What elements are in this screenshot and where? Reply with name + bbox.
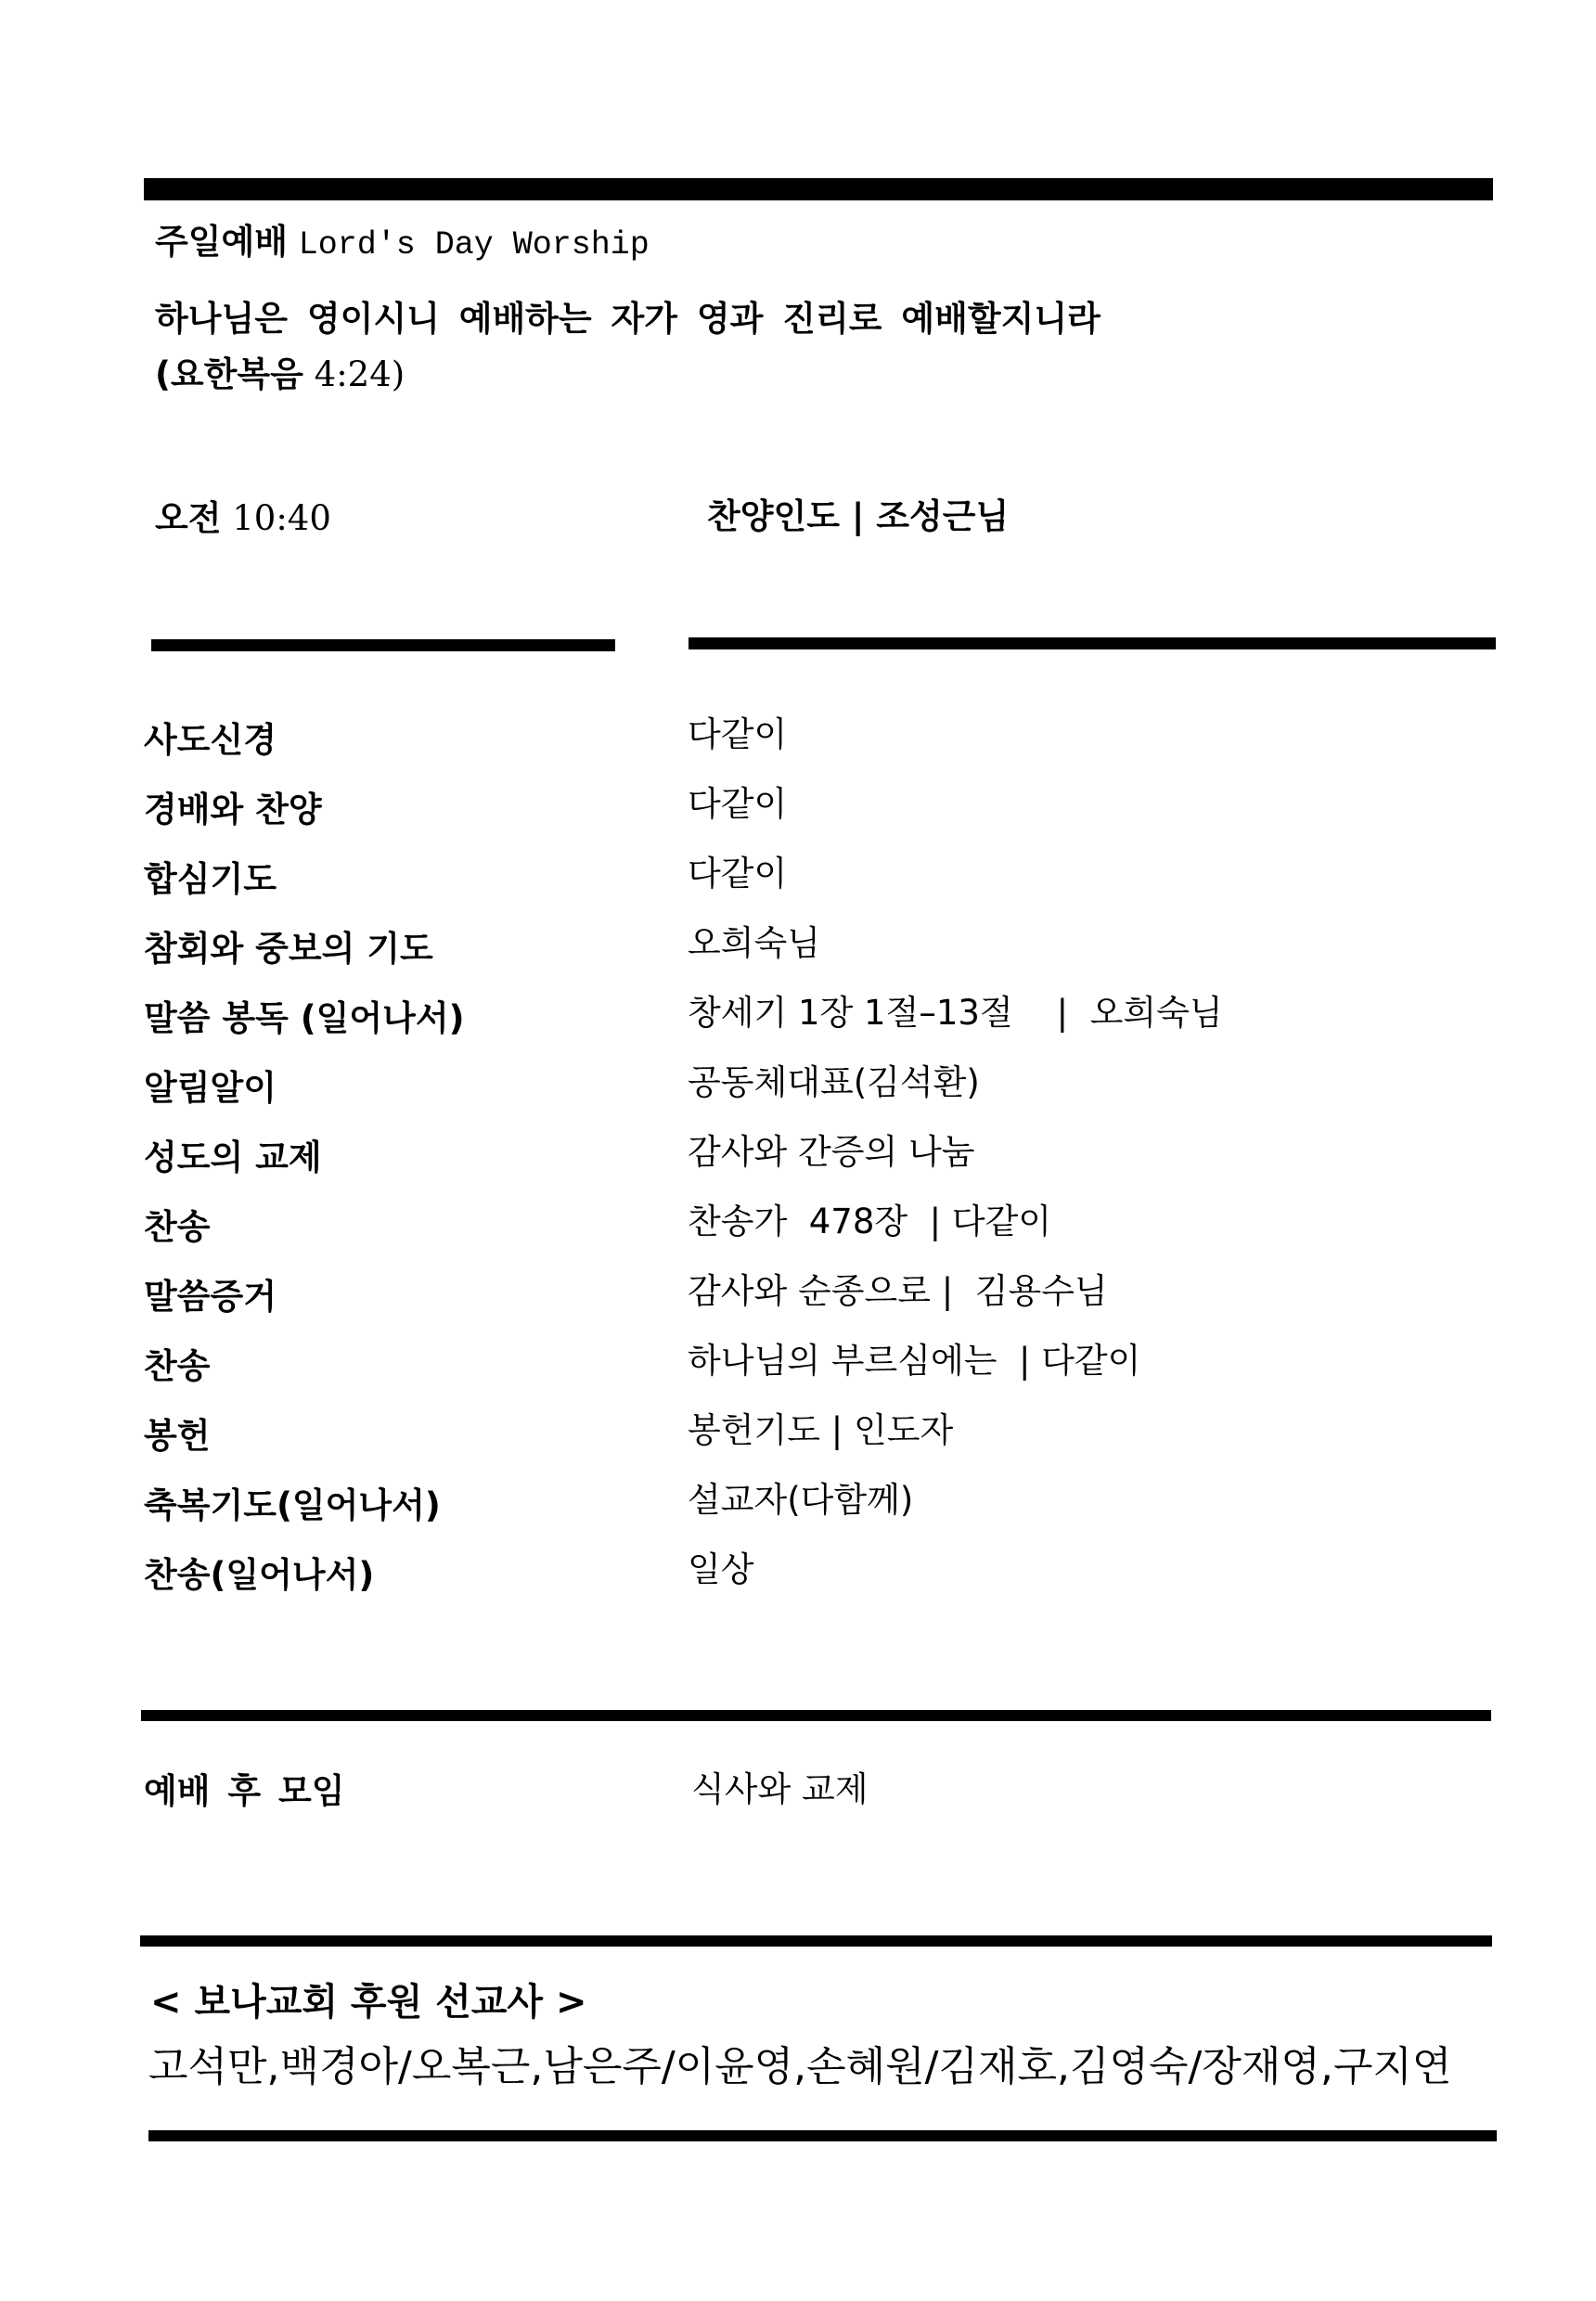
order-label: 성도의 교제: [144, 1138, 322, 1177]
worship-title-en: Lord's Day Worship: [298, 226, 650, 264]
order-label: 말씀 봉독 (일어나서): [144, 998, 465, 1038]
order-value: 공동체대표(김석환): [688, 1062, 980, 1102]
scripture-verse: 하나님은 영이시니 예배하는 자가 영과 진리로 예배할지니라: [155, 299, 1100, 339]
order-value: 하나님의 부르심에는 | 다같이: [688, 1341, 1141, 1381]
order-value: 창세기 1장 1절–13절 | 오희숙님: [688, 993, 1223, 1033]
scripture-reference-book: (요한복음: [155, 354, 303, 394]
missionary-names: 고석만,백경아/오복근,남은주/이윤영,손혜원/김재호,김영숙/장재영,구지연: [148, 2043, 1452, 2090]
worship-title: [155, 222, 650, 264]
order-label: 말씀증거: [144, 1277, 277, 1317]
order-label: 참회와 중보의 기도: [144, 929, 433, 969]
after-worship-value: 식사와 교제: [691, 1769, 869, 1809]
order-label: 경배와 찬양: [144, 790, 322, 829]
order-label: 찬송: [144, 1207, 211, 1247]
left-section-divider: [151, 639, 615, 651]
missionary-bottom-divider: [148, 2130, 1497, 2141]
order-value: 감사와 순종으로 | 김용수님: [688, 1271, 1108, 1311]
order-label: 봉헌: [144, 1416, 211, 1456]
top-divider: [144, 178, 1493, 200]
missionary-heading: < 보나교회 후원 선교사 >: [150, 1981, 587, 2024]
missionary-top-divider: [140, 1935, 1492, 1947]
order-value: 찬송가 478장 | 다같이: [688, 1202, 1052, 1241]
service-time-value: 10:40: [232, 498, 331, 538]
order-value: 다같이: [688, 784, 788, 824]
order-value: 오희숙님: [688, 923, 820, 963]
order-label: 축복기도(일어나서): [144, 1485, 441, 1525]
scripture-reference-number: 4:24): [314, 354, 405, 394]
order-value: 다같이: [688, 714, 788, 754]
order-label: 사도신경: [144, 720, 277, 760]
order-label: 알림알이: [144, 1068, 277, 1108]
order-label: 찬송(일어나서): [144, 1555, 375, 1595]
order-value: 봉헌기도 | 인도자: [688, 1410, 954, 1450]
worship-title-ko: 주일예배: [155, 222, 288, 262]
after-worship-label: 예배 후 모임: [144, 1771, 345, 1811]
after-service-divider: [141, 1710, 1491, 1721]
order-value: 설교자(다함께): [688, 1480, 914, 1520]
order-value: 일상: [688, 1549, 754, 1589]
order-value: 다같이: [688, 854, 788, 893]
right-section-divider: [689, 637, 1496, 649]
order-label: 합심기도: [144, 859, 277, 899]
service-time-label: 오전: [155, 498, 222, 538]
scripture-reference: [155, 354, 405, 394]
service-time: [155, 498, 331, 538]
order-label: 찬송: [144, 1346, 211, 1386]
order-value: 감사와 간증의 나눔: [688, 1132, 975, 1172]
worship-leader: 찬양인도 | 조성근님: [707, 496, 1010, 536]
